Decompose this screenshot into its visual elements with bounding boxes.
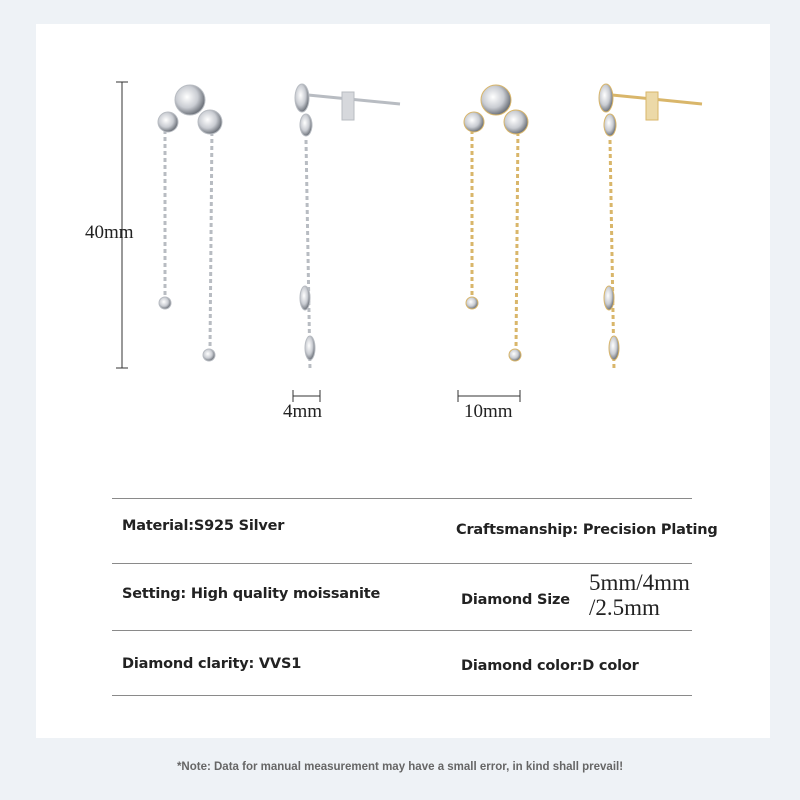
divider	[112, 695, 692, 696]
divider	[112, 498, 692, 499]
spec-diamond-size-label: Diamond Size	[461, 592, 570, 608]
diamond-size-line2: /2.5mm	[589, 595, 660, 620]
spec-craftsmanship: Craftsmanship: Precision Plating	[456, 522, 718, 538]
top-width-label: 10mm	[464, 401, 513, 422]
divider	[112, 630, 692, 631]
silver-earring-side	[295, 84, 400, 370]
length-label: 40mm	[85, 222, 134, 243]
divider	[112, 563, 692, 564]
measurement-note: *Note: Data for manual measurement may have a small error, in kind shall prevail!	[176, 761, 624, 773]
spec-diamond-size-value	[589, 570, 690, 620]
spec-color: Diamond color:D color	[461, 658, 639, 674]
gold-earring-side	[599, 84, 702, 370]
spec-setting: Setting: High quality moissanite	[122, 586, 381, 602]
spec-material: Material:S925 Silver	[122, 518, 285, 534]
spec-clarity: Diamond clarity: VVS1	[122, 656, 302, 672]
diamond-size-line1: 5mm/4mm	[589, 570, 690, 595]
silver-earring-front	[158, 85, 222, 361]
side-width-label: 4mm	[283, 401, 323, 422]
gold-earring-front	[464, 85, 528, 361]
